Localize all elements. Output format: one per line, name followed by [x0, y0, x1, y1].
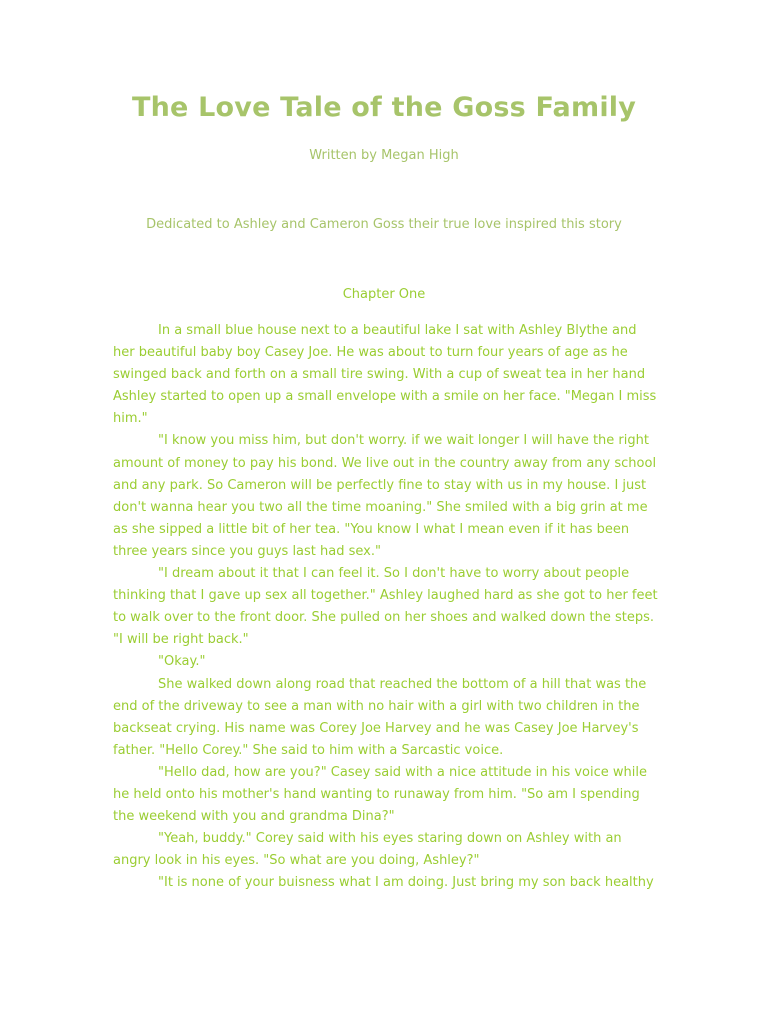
paragraph: "Okay." — [158, 654, 206, 670]
dedication-line: Dedicated to Ashley and Cameron Goss their true love inspired this story — [146, 217, 622, 232]
paragraph: "I know you miss him, but don't worry. if we wait longer I will have the right amount of money to pay his bond. We live out in the country away from any school and any park. So Cameron will be perfectly fine to stay with us in my house. I just don't wanna hear you two all the time moaning." She smiled with a big grin at me as she sipped a little bit of her tea. "You know I what I mean even if it has been three years since you guys last had sex." — [113, 433, 657, 559]
chapter-heading: Chapter One — [342, 287, 426, 302]
paragraph: "It is none of your buisness what I am doing. Just bring my son back healthy — [158, 875, 654, 891]
paragraph: "Yeah, buddy." Corey said with his eyes staring down on Ashley with an angry look in his eyes. "So what are you doing, Ashley?" — [113, 831, 622, 869]
paragraph: In a small blue house next to a beautiful lake I sat with Ashley Blythe and her beautiful baby boy Casey Joe. He was about to turn four years of age as he swinged back and forth on a small tire swing. With a cup of sweat tea in her hand Ashley started to open up a small envelope with a smile on her face. "Megan I miss him." — [113, 323, 657, 427]
paragraph: "I dream about it that I can feel it. So I don't have to worry about people thinking that I gave up sex all together." Ashley laughed hard as she got to her feet to walk over to the front door. She pulled on her shoes and walked down the steps. "I will be right back." — [113, 566, 658, 648]
paragraph: She walked down along road that reached the bottom of a hill that was the end of the driveway to see a man with no hair with a girl with two children in the backseat crying. His name was Corey Joe Harvey and he was Casey Joe Harvey's father. "Hello Corey." She said to him with a Sarcastic voice. — [113, 676, 647, 758]
author-line: Written by Megan High — [309, 148, 459, 163]
paragraph: "Hello dad, how are you?" Casey said with a nice attitude in his voice while he held onto his mother's hand wanting to runaway from him. "So am I spending the weekend with you and grandma Dina?" — [113, 764, 647, 825]
story-body — [113, 320, 658, 894]
story-title: The Love Tale of the Goss Family — [131, 92, 637, 123]
